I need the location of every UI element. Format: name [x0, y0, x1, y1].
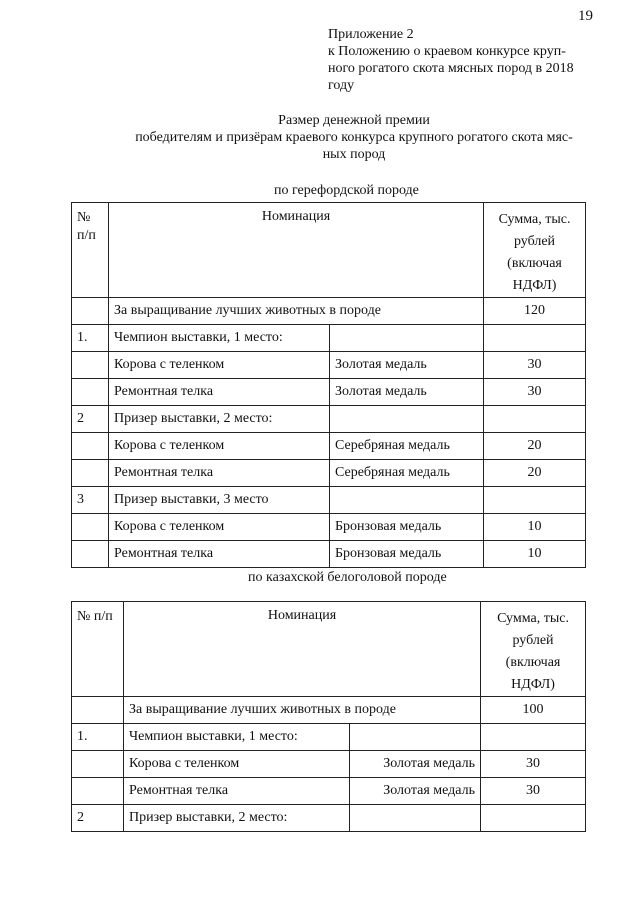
cell-empty — [484, 487, 586, 514]
cell-empty — [72, 541, 109, 568]
cell-empty — [72, 751, 124, 778]
heading-line: ных пород — [322, 147, 386, 162]
cell-empty — [72, 778, 124, 805]
annex-line: ного рогатого скота мясных пород в 2018 — [328, 61, 574, 76]
page-number: 19 — [578, 8, 593, 24]
cell-section-title: Чемпион выставки, 1 место: — [109, 325, 330, 352]
table-row — [72, 751, 586, 778]
cell-animal: Корова с теленком — [109, 514, 330, 541]
cell-medal: Серебряная медаль — [330, 460, 484, 487]
table-row — [72, 778, 586, 805]
cell-total-amount: 100 — [481, 697, 586, 724]
table-row — [72, 433, 586, 460]
cell-empty — [72, 460, 109, 487]
cell-amount: 30 — [481, 778, 586, 805]
cell-total-label: За выращивание лучших животных в породе — [124, 697, 481, 724]
cell-empty — [484, 325, 586, 352]
cell-section-title: Чемпион выставки, 1 место: — [124, 724, 350, 751]
cell-animal: Ремонтная телка — [109, 460, 330, 487]
cell-empty — [72, 433, 109, 460]
heading-line: победителям и призёрам краевого конкурса крупного рогатого скота мяс- — [135, 130, 573, 145]
annex-line: году — [328, 78, 355, 93]
cell-section-title: Призер выставки, 3 место — [109, 487, 330, 514]
table-header-row — [72, 602, 586, 697]
cell-animal: Корова с теленком — [124, 751, 350, 778]
cell-section-no: 1. — [72, 325, 109, 352]
table-row-section — [72, 805, 586, 832]
cell-empty — [72, 352, 109, 379]
cell-total-amount: 120 — [484, 298, 586, 325]
annex-line: к Положению о краевом конкурсе круп- — [328, 44, 566, 59]
table-row-section — [72, 724, 586, 751]
cell-empty — [330, 487, 484, 514]
cell-medal: Бронзовая медаль — [330, 514, 484, 541]
table-row-section — [72, 325, 586, 352]
cell-amount: 30 — [484, 352, 586, 379]
cell-animal: Ремонтная телка — [124, 778, 350, 805]
cell-empty — [72, 379, 109, 406]
header-sum: Сумма, тыс. рублей (включая НДФЛ) — [481, 602, 586, 697]
table-row — [72, 379, 586, 406]
document-heading — [112, 112, 596, 163]
annex-header — [328, 26, 608, 94]
table-row — [72, 541, 586, 568]
header-nomination: Номинация — [124, 602, 481, 697]
table-row-section — [72, 406, 586, 433]
header-no: № — [77, 210, 91, 225]
cell-amount: 10 — [484, 541, 586, 568]
cell-empty — [330, 325, 484, 352]
cell-empty — [350, 724, 481, 751]
cell-empty — [481, 724, 586, 751]
table-row — [72, 460, 586, 487]
cell-empty — [72, 697, 124, 724]
cell-empty — [72, 514, 109, 541]
cell-medal: Золотая медаль — [350, 751, 481, 778]
cell-animal: Корова с теленком — [109, 352, 330, 379]
annex-title: Приложение 2 — [328, 27, 414, 42]
cell-empty — [350, 805, 481, 832]
cell-section-no: 1. — [72, 724, 124, 751]
header-no: № п/п — [72, 602, 124, 697]
prize-table-hereford — [71, 202, 586, 568]
prize-table-kazakh-whitehead — [71, 601, 586, 832]
table-row — [72, 352, 586, 379]
cell-amount: 10 — [484, 514, 586, 541]
cell-section-no: 2 — [72, 406, 109, 433]
cell-total-label: За выращивание лучших животных в породе — [109, 298, 484, 325]
header-nomination: Номинация — [109, 203, 484, 298]
cell-section-no: 2 — [72, 805, 124, 832]
table-row-total — [72, 298, 586, 325]
cell-medal: Бронзовая медаль — [330, 541, 484, 568]
cell-section-title: Призер выставки, 2 место: — [109, 406, 330, 433]
cell-section-no: 3 — [72, 487, 109, 514]
table-row-section — [72, 487, 586, 514]
cell-animal: Ремонтная телка — [109, 379, 330, 406]
cell-animal: Ремонтная телка — [109, 541, 330, 568]
heading-line: Размер денежной премии — [278, 113, 430, 128]
header-no-cell — [72, 203, 109, 298]
cell-amount: 30 — [484, 379, 586, 406]
table-row-total — [72, 697, 586, 724]
cell-amount: 20 — [484, 460, 586, 487]
cell-medal: Серебряная медаль — [330, 433, 484, 460]
cell-section-title: Призер выставки, 2 место: — [124, 805, 350, 832]
table-header-row — [72, 203, 586, 298]
cell-medal: Золотая медаль — [350, 778, 481, 805]
cell-amount: 20 — [484, 433, 586, 460]
table-row — [72, 514, 586, 541]
header-sum: Сумма, тыс. рублей (включая НДФЛ) — [484, 203, 586, 298]
cell-empty — [481, 805, 586, 832]
cell-amount: 30 — [481, 751, 586, 778]
cell-empty — [484, 406, 586, 433]
cell-medal: Золотая медаль — [330, 352, 484, 379]
cell-empty — [72, 298, 109, 325]
cell-empty — [330, 406, 484, 433]
header-no: п/п — [77, 228, 96, 243]
cell-medal: Золотая медаль — [330, 379, 484, 406]
cell-animal: Корова с теленком — [109, 433, 330, 460]
breed-title-kazakh-whitehead: по казахской белоголовой породе — [248, 570, 447, 585]
breed-title-hereford: по герефордской породе — [274, 183, 419, 198]
